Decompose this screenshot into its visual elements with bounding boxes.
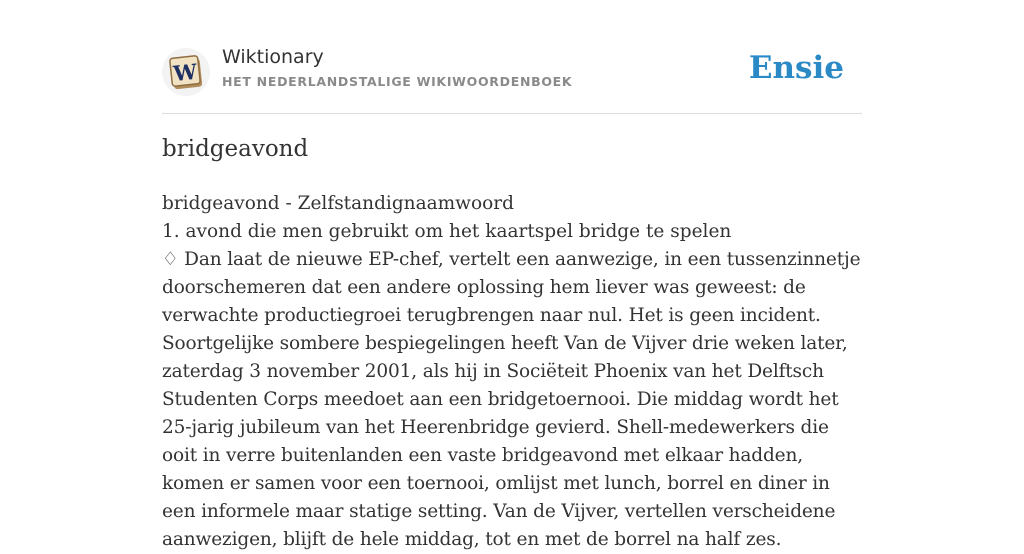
header-divider: [162, 113, 862, 114]
site-header: [162, 44, 862, 96]
entry-body: [162, 190, 862, 554]
site-name[interactable]: Wiktionary: [222, 46, 324, 68]
entry-card: [162, 0, 862, 550]
wiktionary-logo-icon[interactable]: [162, 48, 210, 96]
ensie-brand-logo[interactable]: Ensie: [748, 50, 844, 86]
part-of-speech-line: bridgeavond - Zelfstandignaamwoord: [162, 193, 514, 214]
svg-text:W: W: [172, 58, 199, 87]
example-quote: ♢ Dan laat de nieuwe EP-chef, vertelt een aanwezige, in een tussenzinnetje doorschemeren dat een andere oplossing hem liever was geweest: de verwachte productiegroei terugbrengen naar nul. Het is geen incident. Soortgelijke sombere bespiegelingen heeft Van de Vijver drie weken later, zaterdag 3 november 2001, als hij in Sociëteit Phoenix van het Delftsch Studenten Corps meedoet aan een bridgetoernooi. Die middag wordt het 25-jarig jubileum van het Heerenbridge gevierd. Shell-medewerkers die ooit in verre buitenlanden een vaste bridgeavond met elkaar hadden, komen er samen voor een toernooi, omlijst met lunch, borrel en diner in een informele maar statige setting. Van de Vijver, vertellen verscheidene aanwezigen, blijft de hele middag, tot en met de borrel na half zes.: [162, 249, 861, 550]
definition-text: 1. avond die men gebruikt om het kaartspel bridge te spelen: [162, 221, 732, 242]
site-subtitle: HET NEDERLANDSTALIGE WIKIWOORDENBOEK: [222, 74, 573, 89]
entry-title: bridgeavond: [162, 136, 309, 162]
